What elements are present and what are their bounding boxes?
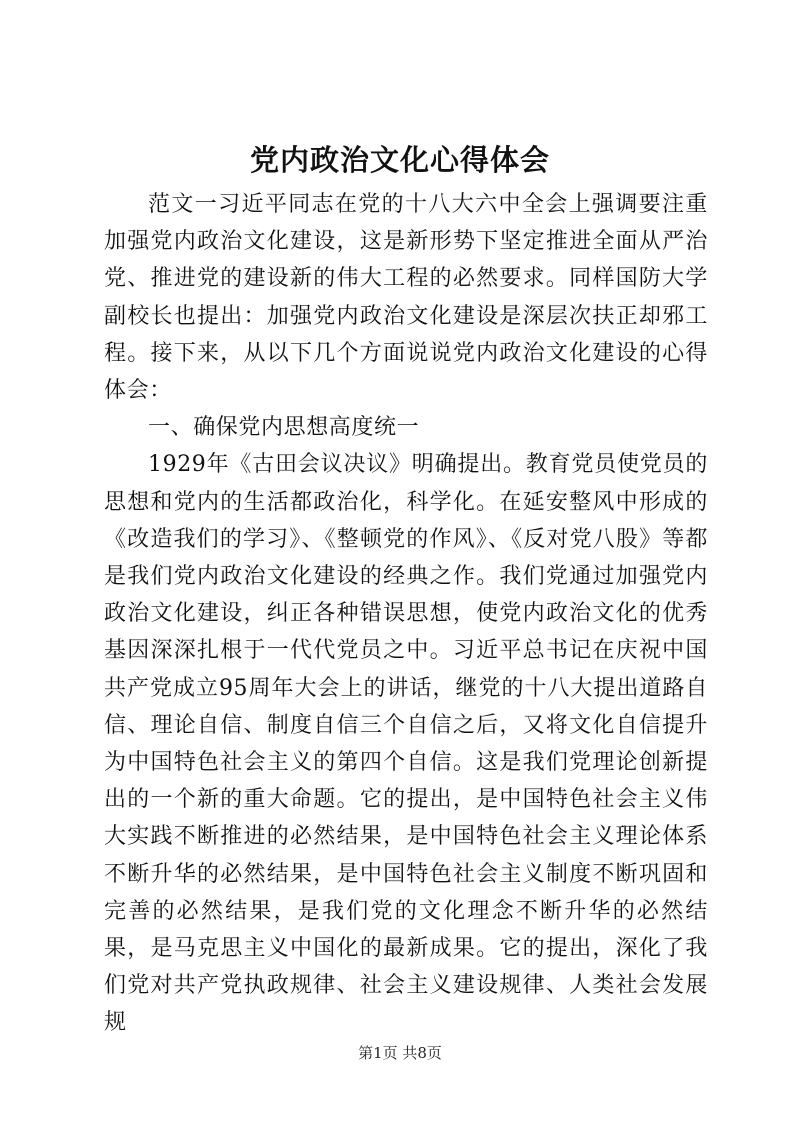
document-body — [104, 186, 708, 1042]
page-footer: 第1页 共8页 — [358, 1044, 442, 1062]
section-heading: 一、确保党内思想高度统一 — [148, 415, 420, 441]
body-paragraph: 1929年《古田会议决议》明确提出。教育党员使党员的思想和党内的生活都政治化，科学化。在延安整风中形成的《改造我们的学习》、《整顿党的作风》、《反对党八股》等都是我们党内政治文化建设的经典之作。我们党通过加强党内政治文化建设，纠正各种错误思想，使党内政治文化的优秀基因深深扎根于一代代党员之中。习近平总书记在庆祝中国共产党成立95周年大会上的讲话，继党的十八大提出道路自信、理论自信、制度自信三个自信之后，又将文化自信提升为中国特色社会主义的第四个自信。这是我们党理论创新提出的一个新的重大命题。它的提出，是中国特色社会主义伟大实践不断推进的必然结果，是中国特色社会主义理论体系不断升华的必然结果，是中国特色社会主义制度不断巩固和完善的必然结果，是我们党的文化理念不断升华的必然结果，是马克思主义中国化的最新成果。它的提出，深化了我们党对共产党执政规律、社会主义建设规律、人类社会发展规 — [104, 452, 708, 1036]
page-title: 党内政治文化心得体会 — [249, 143, 550, 177]
intro-paragraph: 范文一习近平同志在党的十八大六中全会上强调要注重加强党内政治文化建设，这是新形势下坚定推进全面从严治党、推进党的建设新的伟大工程的必然要求。同样国防大学副校长也提出：加强党内政治文化建设是深层次扶正却邪工程。接下来，从以下几个方面说说党内政治文化建设的心得体会： — [104, 192, 708, 404]
